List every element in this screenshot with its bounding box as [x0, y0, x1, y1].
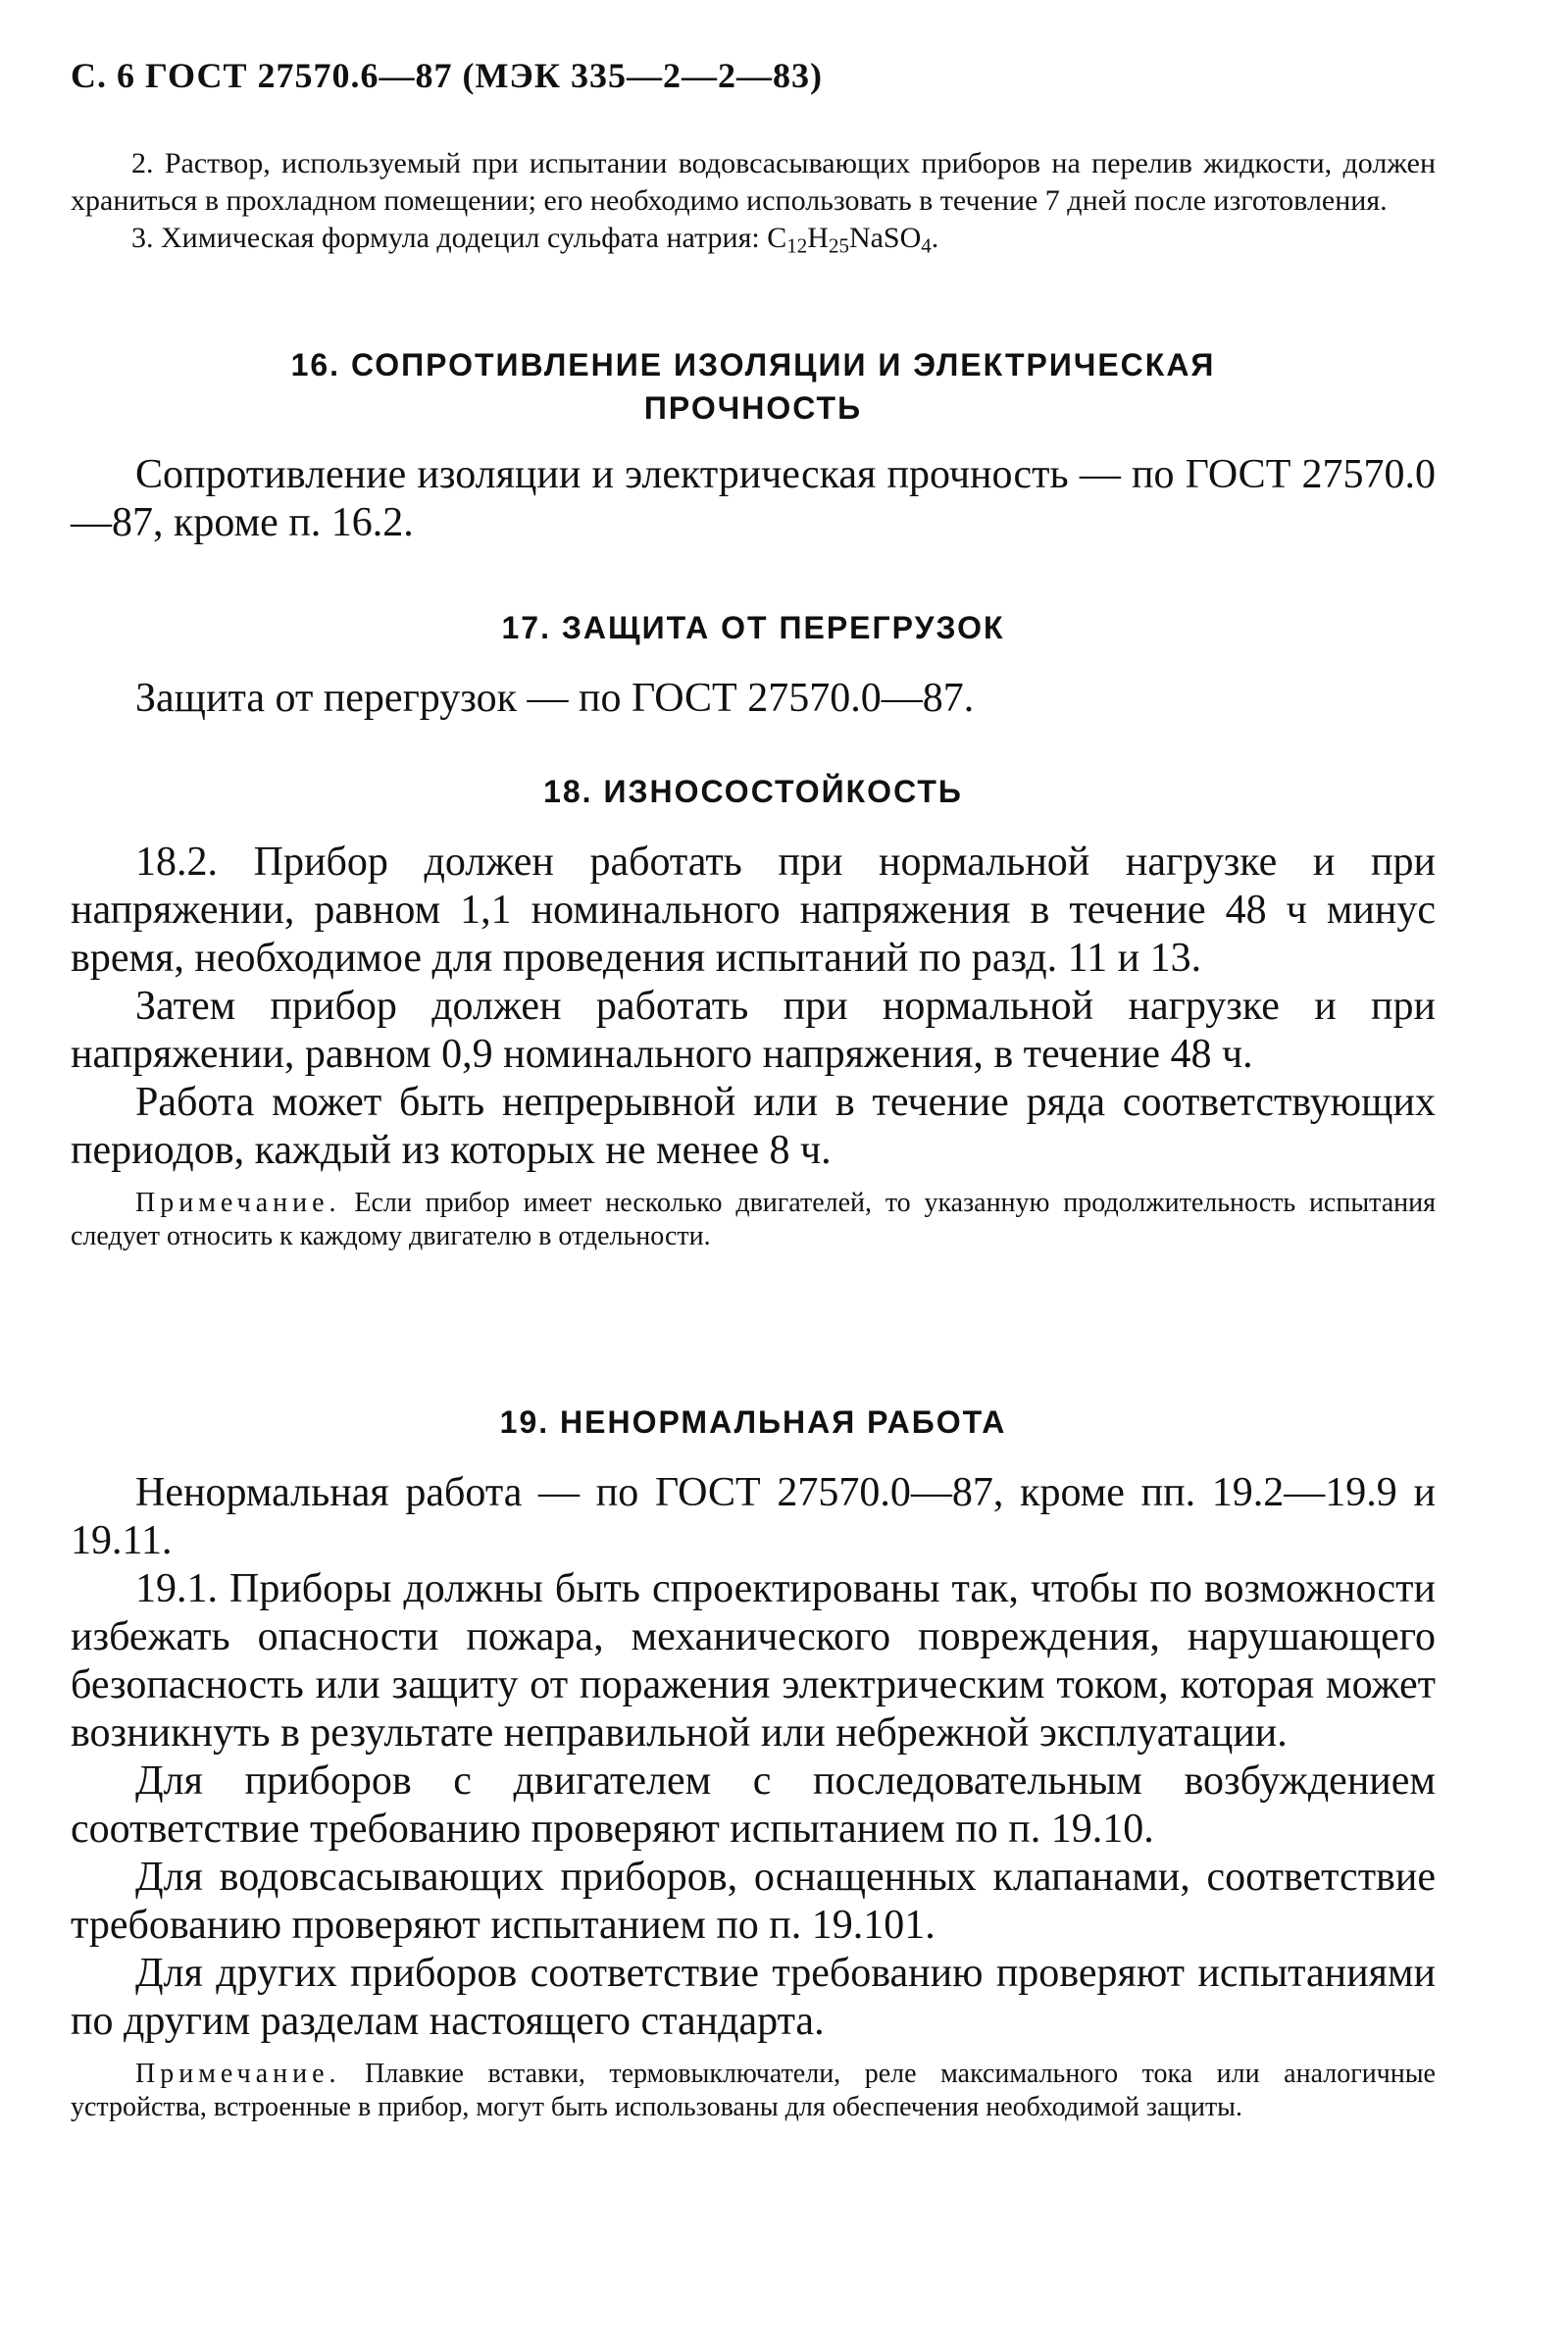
- section-18: [71, 770, 1436, 1253]
- section-19-body: [71, 1469, 1436, 2046]
- section-19-heading: 19. НЕНОРМАЛЬНАЯ РАБОТА: [499, 1404, 1007, 1440]
- section-19-paragraph-3: Для водовсасывающих приборов, оснащенных клапанами, соответствие требованию проверяют испытанием по п. 19.101.: [71, 1855, 1436, 1948]
- chemical-formula: $C_{12}H_{25}NaSO_4$.: [767, 222, 939, 258]
- section-17-heading: 17. ЗАЩИТА ОТ ПЕРЕГРУЗОК: [501, 610, 1005, 645]
- note-label: Примечание.: [135, 2059, 341, 2089]
- section-19-note: [71, 2058, 1436, 2124]
- section-19-paragraph-0: Ненормальная работа — по ГОСТ 27570.0—87, кроме пп. 19.2—19.9 и 19.11.: [71, 1470, 1436, 1563]
- section-16-heading: 16. СОПРОТИВЛЕНИЕ ИЗОЛЯЦИИ И ЭЛЕКТРИЧЕСКАЯ ПРОЧНОСТЬ: [290, 347, 1216, 426]
- section-18-paragraph-2: Затем прибор должен работать при нормальной нагрузке и при напряжении, равном 0,9 номинального напряжения, в течение 48 ч.: [71, 984, 1436, 1077]
- section-18-heading: 18. ИЗНОСОСТОЙКОСТЬ: [543, 774, 963, 809]
- section-18-body: [71, 839, 1436, 1175]
- top-notes: [71, 145, 1436, 257]
- section-16: [71, 343, 1436, 547]
- section-19: [71, 1401, 1436, 2124]
- section-16-body: [71, 451, 1436, 547]
- section-18-paragraph-3: Работа может быть непрерывной или в течение ряда соответствующих периодов, каждый из которых не менее 8 ч.: [71, 1080, 1436, 1173]
- section-19-paragraph-4: Для других приборов соответствие требованию проверяют испытаниями по другим разделам настоящего стандарта.: [71, 1951, 1436, 2044]
- section-17-body: [71, 675, 1436, 723]
- section-17-text: Защита от перегрузок — по ГОСТ 27570.0—87.: [135, 676, 975, 721]
- note-label: Примечание.: [135, 1188, 341, 1218]
- section-16-text: Сопротивление изоляции и электрическая прочность — по ГОСТ 27570.0—87, кроме п. 16.2.: [71, 452, 1436, 545]
- note-text: Если прибор имеет несколько двигателей, то указанную продолжительность испытания следует относить к каждому двигателю в отдельности.: [71, 1188, 1436, 1251]
- section-19-paragraph-1: 19.1. Приборы должны быть спроектированы так, чтобы по возможности избежать опасности пожара, механического повреждения, нарушающего безопасность или защиту от поражения электрическим током, которая может возникнуть в результате неправильной или небрежной эксплуатации.: [71, 1566, 1436, 1756]
- page-header: С. 6 ГОСТ 27570.6—87 (МЭК 335—2—2—83): [71, 56, 823, 95]
- section-19-paragraph-2: Для приборов с двигателем с последовательным возбуждением соответствие требованию проверяют испытанием по п. 19.10.: [71, 1758, 1436, 1852]
- section-18-note: [71, 1187, 1436, 1253]
- note-item-2: 2. Раствор, используемый при испытании водовсасывающих приборов на перелив жидкости, должен храниться в прохладном помещении; его необходимо использовать в течение 7 дней после изготовления.: [71, 147, 1436, 217]
- note-item-3: 3. Химическая формула додецил сульфата натрия: $C_{12}H_{25}NaSO_4$.: [131, 222, 939, 258]
- section-17: [71, 606, 1436, 723]
- note-text: Плавкие вставки, термовыключатели, реле максимального тока или аналогичные устройства, встроенные в прибор, могут быть использованы для обеспечения необходимой защиты.: [71, 2059, 1436, 2122]
- section-18-paragraph-1: 18.2. Прибор должен работать при нормальной нагрузке и при напряжении, равном 1,1 номинального напряжения в течение 48 ч минус время, необходимое для проведения испытаний по разд. 11 и 13.: [71, 840, 1436, 981]
